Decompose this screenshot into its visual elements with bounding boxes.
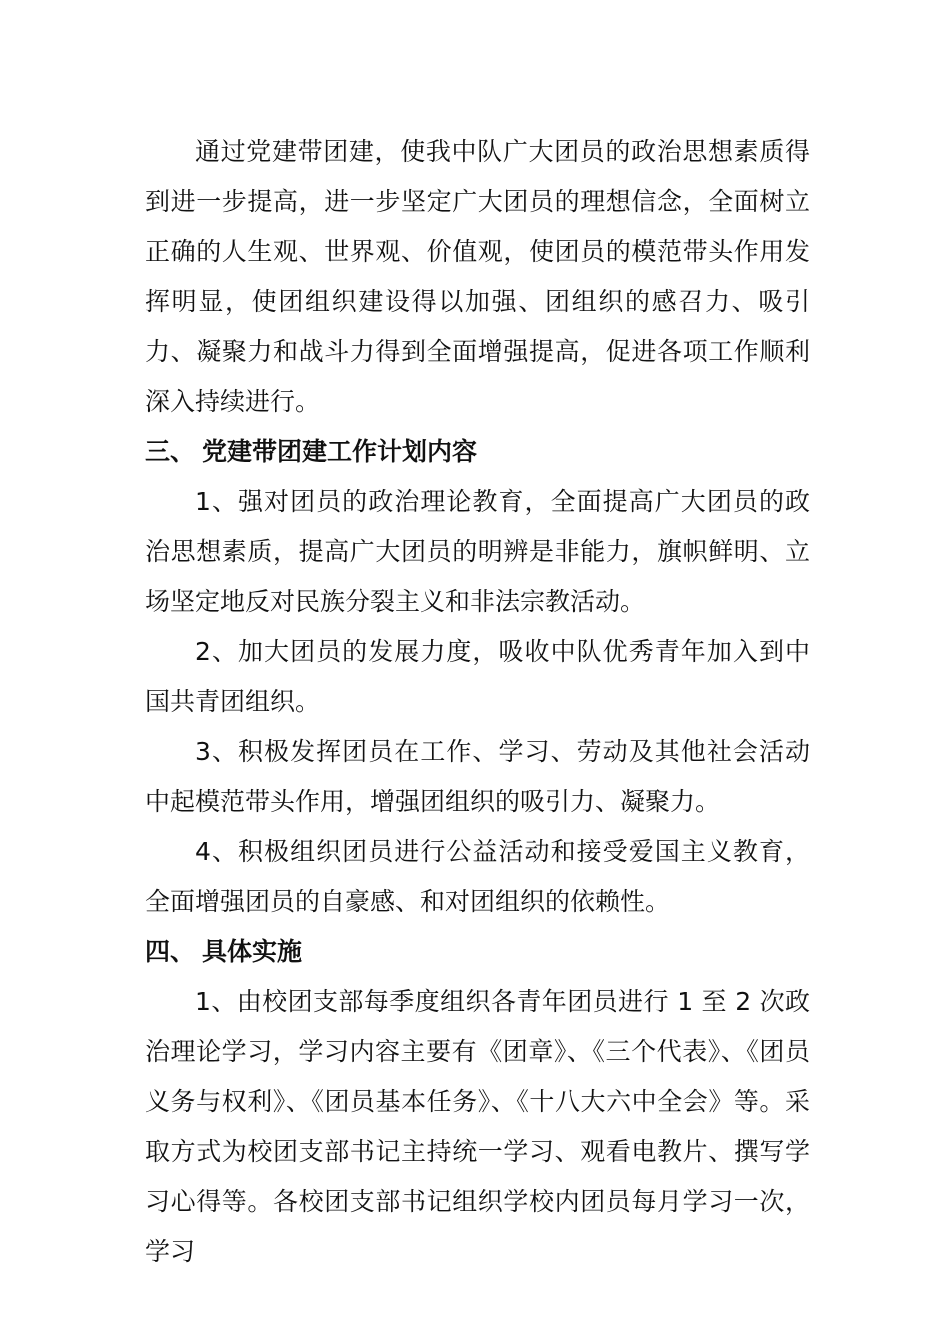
section-number: 四、 bbox=[145, 937, 196, 966]
section-title: 党建带团建工作计划内容 bbox=[202, 437, 478, 466]
paragraph-item-4: 4、积极组织团员进行公益活动和接受爱国主义教育，全面增强团员的自豪感、和对团组织的依赖性。 bbox=[145, 837, 810, 916]
paragraph-item-2: 2、加大团员的发展力度，吸收中队优秀青年加入到中国共青团组织。 bbox=[145, 637, 810, 716]
section-heading-four bbox=[145, 927, 810, 977]
paragraph-implementation-1: 1、由校团支部每季度组织各青年团员进行 1 至 2 次政治理论学习，学习内容主要有《团章》、《三个代表》、《团员义务与权利》、《团员基本任务》、《十八大六中全会》等。采取方式为校团支部书记主持统一学习、观看电教片、撰写学习心得等。各校团支部书记组织学校内团员每月学习一次，学习 bbox=[145, 987, 810, 1266]
paragraph-item-3: 3、积极发挥团员在工作、学习、劳动及其他社会活动中起模范带头作用，增强团组织的吸引力、凝聚力。 bbox=[145, 737, 810, 816]
paragraph-item-1: 1、强对团员的政治理论教育，全面提高广大团员的政治思想素质，提高广大团员的明辨是非能力，旗帜鲜明、立场坚定地反对民族分裂主义和非法宗教活动。 bbox=[145, 487, 810, 616]
paragraph-intro: 通过党建带团建，使我中队广大团员的政治思想素质得到进一步提高，进一步坚定广大团员的理想信念，全面树立正确的人生观、世界观、价值观，使团员的模范带头作用发挥明显，使团组织建设得以加强、团组织的感召力、吸引力、凝聚力和战斗力得到全面增强提高，促进各项工作顺利深入持续进行。 bbox=[145, 137, 810, 416]
section-title: 具体实施 bbox=[202, 937, 303, 966]
document-body bbox=[145, 127, 810, 1277]
section-heading-three bbox=[145, 427, 810, 477]
section-number: 三、 bbox=[145, 437, 196, 466]
